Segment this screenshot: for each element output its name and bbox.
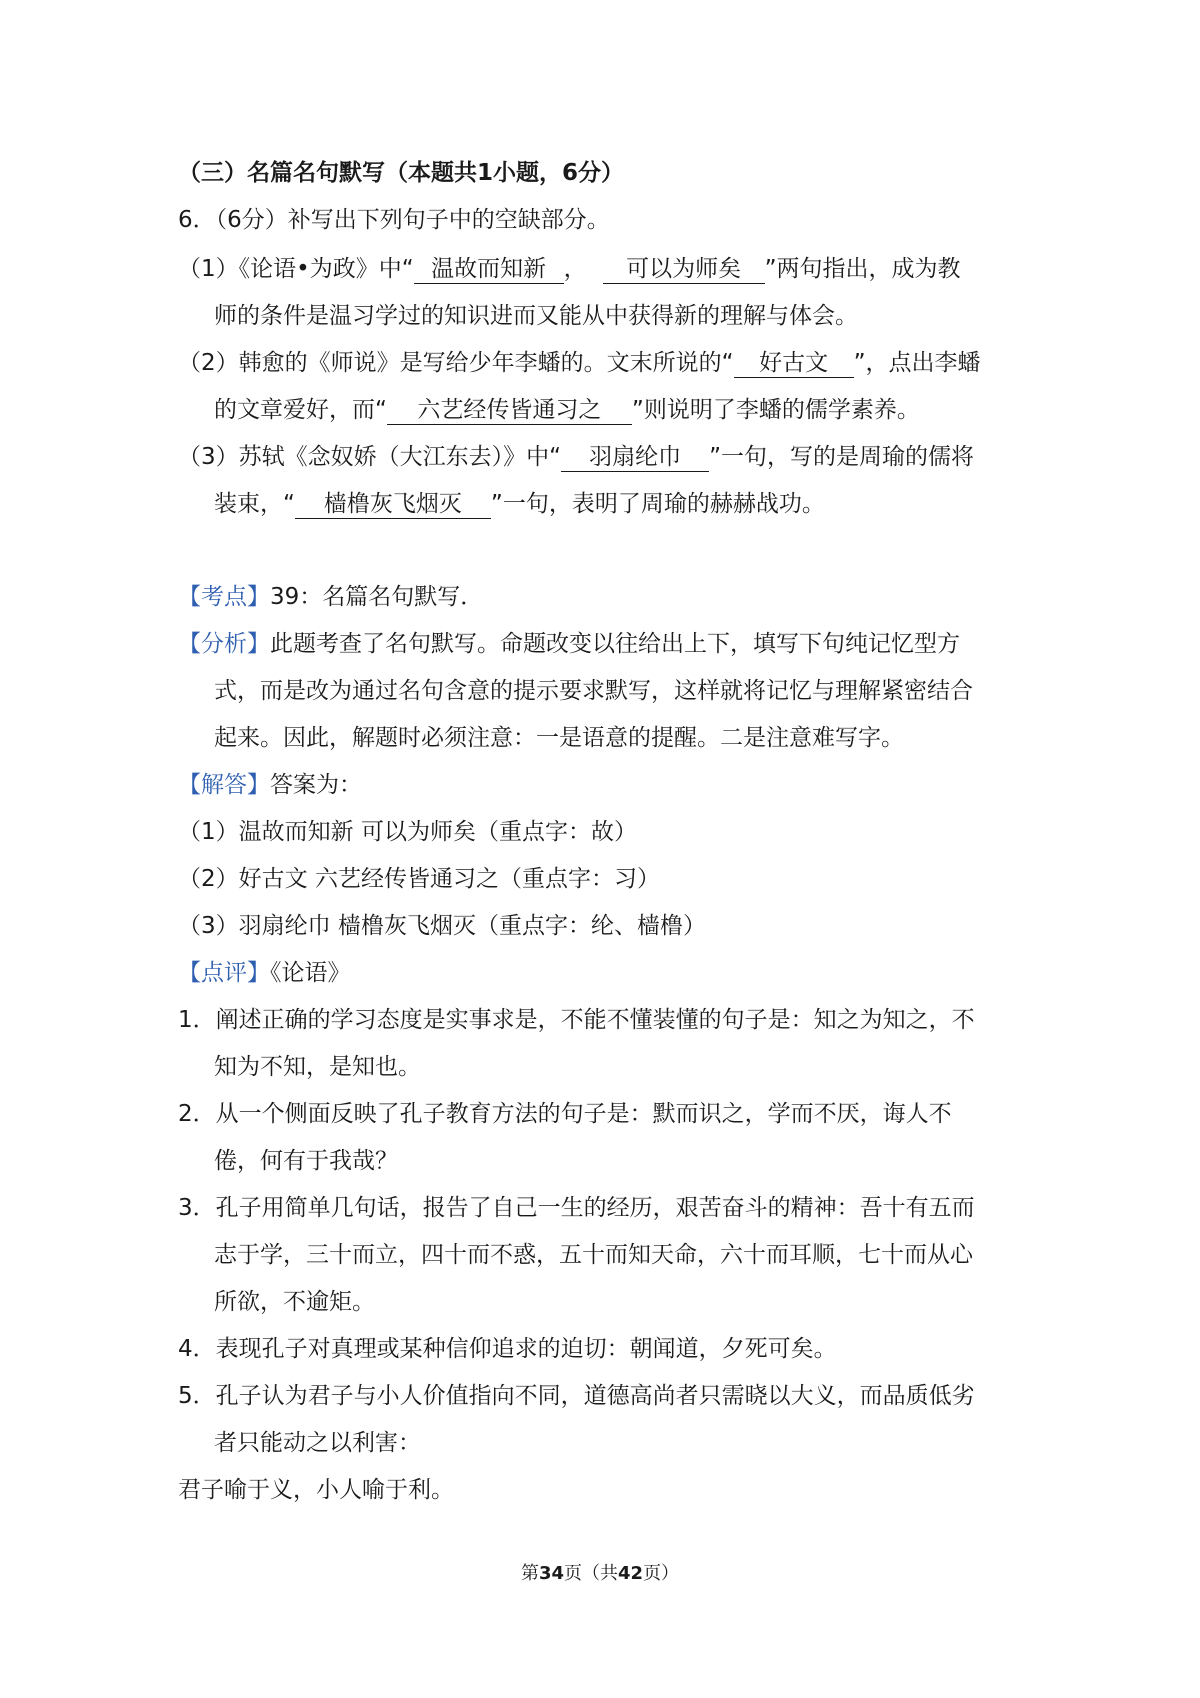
text-segment: 装束，“ [214,491,295,517]
dianping-item-1-line-1: 1．阐述正确的学习态度是实事求是，不能不懂装懂的句子是：知之为知之，不 [178,1007,975,1033]
fenxi-tag: 【分析】 [178,631,270,657]
page-number: 34 [538,1563,564,1584]
question-item-1-line-2: 师的条件是温习学过的知识进而又能从中获得新的理解与体会。 [214,303,858,329]
jieda-line [178,770,362,800]
text-segment: （1）《论语•为政》中“ [178,256,414,282]
dianping-item-3-line-2: 志于学，三十而立，四十而不惑，五十而知天命，六十而耳顺，七十而从心 [214,1242,973,1268]
fenxi-line-3: 起来。因此，解题时必须注意：一是语意的提醒。二是注意难写字。 [214,725,904,751]
dianping-item-1-line-2: 知为不知，是知也。 [214,1054,421,1080]
answer-line-2: （2）好古文 六艺经传皆通习之（重点字：习） [178,866,660,892]
text-segment: ”一句，写的是周瑜的儒将 [709,444,974,470]
kaodian-tag: 【考点】 [178,584,270,610]
answer-blank: 樯橹灰飞烟灭 [295,490,491,519]
answer-blank: 羽扇纶巾 [561,443,709,472]
jieda-text: 答案为： [270,772,362,798]
answer-blank: 可以为师矣 [603,255,765,284]
question-item-3-line-1 [178,442,974,472]
dianping-item-2-line-2: 倦，何有于我哉？ [214,1148,398,1174]
question-item-1-line-1 [178,254,961,284]
text-segment: ”两句指出，成为教 [764,256,961,282]
footer-text: 页） [643,1563,680,1584]
question-item-2-line-1 [178,348,980,378]
text-segment: 的文章爱好，而“ [214,397,387,423]
text-segment: ”一句，表明了周瑜的赫赫战功。 [490,491,825,517]
dianping-item-3-line-3: 所欲，不逾矩。 [214,1289,375,1315]
dianping-text: 《论语》 [270,960,351,986]
fenxi-line-1 [178,629,960,659]
section-title: （三）名篇名句默写（本题共1小题，6分） [178,160,625,186]
text-segment: ”，点出李蟠 [853,350,981,376]
answer-blank: 好古文 [734,349,854,378]
dianping-item-2-line-1: 2．从一个侧面反映了孔子教育方法的句子是：默而识之，学而不厌，诲人不 [178,1101,952,1127]
text-segment: ， [563,256,587,282]
dianping-tag: 【点评】 [178,960,270,986]
kaodian-text: 39：名篇名句默写． [270,584,484,610]
answer-blank: 温故而知新 [414,255,564,284]
answer-blank: 六艺经传皆通习之 [387,396,632,425]
text-segment: ”则说明了李蟠的儒学素养。 [631,397,920,423]
fenxi-text: 此题考查了名句默写。命题改变以往给出上下，填写下句纯记忆型方 [270,631,960,657]
text-segment: （3）苏轼《念奴娇（大江东去）》中“ [178,444,562,470]
answer-line-3: （3）羽扇纶巾 樯橹灰飞烟灭（重点字：纶、樯橹） [178,913,706,939]
question-item-2-line-2 [214,395,920,425]
total-pages: 42 [618,1563,644,1584]
dianping-final-line: 君子喻于义，小人喻于利。 [178,1477,454,1503]
fenxi-line-2: 式，而是改为通过名句含意的提示要求默写，这样就将记忆与理解紧密结合 [214,678,973,704]
dianping-item-5-line-2: 者只能动之以利害： [214,1430,421,1456]
page-footer [0,1562,1200,1586]
question-item-3-line-2 [214,489,825,519]
dianping-line [178,958,351,988]
dianping-item-4-line-1: 4．表现孔子对真理或某种信仰追求的迫切：朝闻道，夕死可矣。 [178,1336,837,1362]
answer-line-1: （1）温故而知新 可以为师矣（重点字：故） [178,819,637,845]
text-segment: （2）韩愈的《师说》是写给少年李蟠的。文末所说的“ [178,350,734,376]
footer-text: 页（共 [564,1563,618,1584]
kaodian-line [178,582,483,612]
dianping-item-5-line-1: 5．孔子认为君子与小人价值指向不同，道德高尚者只需晓以大义，而品质低劣 [178,1383,975,1409]
dianping-item-3-line-1: 3．孔子用简单几句话，报告了自己一生的经历，艰苦奋斗的精神：吾十有五而 [178,1195,975,1221]
question-stem: 6．（6分）补写出下列句子中的空缺部分。 [178,207,610,233]
jieda-tag: 【解答】 [178,772,270,798]
footer-text: 第 [520,1563,539,1584]
